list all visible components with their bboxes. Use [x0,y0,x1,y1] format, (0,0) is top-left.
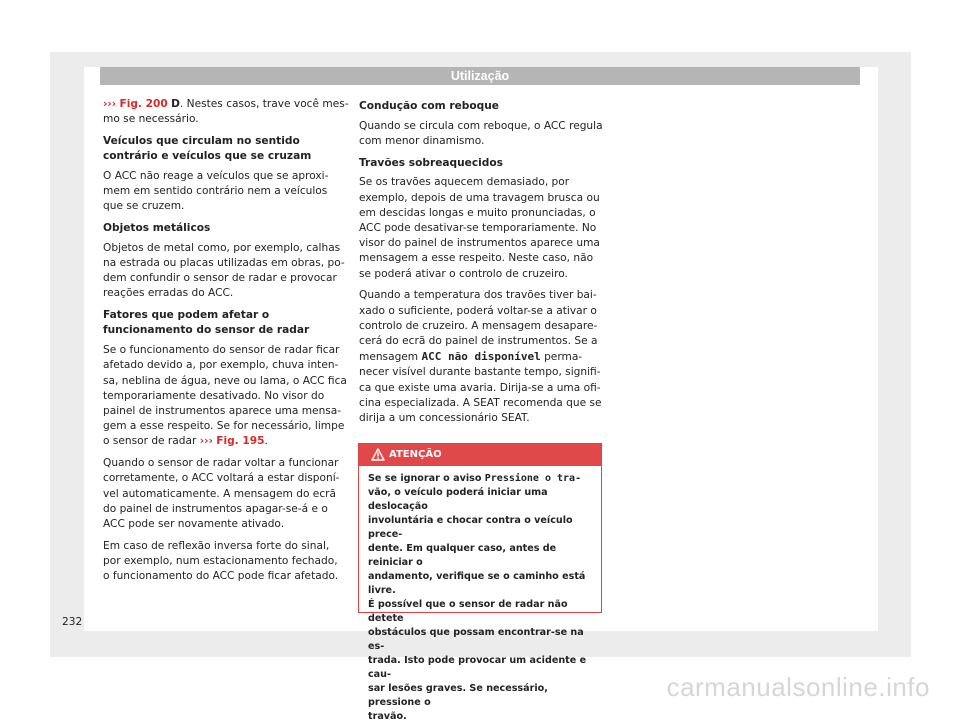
figure-link[interactable]: Fig. 200 [119,98,168,110]
figure-letter: D [171,98,180,110]
subheading: Veículos que circulam no sentido contrário e veículos que se cruzam [103,135,312,163]
subheading: Condução com reboque [359,100,499,112]
left-column [103,97,353,591]
paragraph: Objetos de metal como, por exemplo, calhas na estrada ou placas utilizadas em obras, po- dem confundir o sensor de radar e provocar reações erradas do ACC. [103,241,345,300]
paragraph [103,97,353,127]
section-title: Utilização [450,69,510,83]
paragraph: Em caso de reflexão inversa forte do sinal, por exemplo, num estacionamento fechado, o funcionamento do ACC pode ficar afetado. [103,539,339,583]
paragraph: Quando o sensor de radar voltar a funcionar corretamente, o ACC voltará a estar disponí- vel automaticamente. A mensagem do ecrã do painel de instrumentos apagar-se-á e o ACC pode ser novamente ativado. [103,457,340,530]
paragraph-text: Se o funcionamento do sensor de radar ficar afetado devido a, por exemplo, chuva inten- sa, neblina de água, neve ou lama, o ACC fica temporariamente desativado. No visor do painel de instrumentos aparece uma mensa- gem a esse respeito. Se for necessário, limpe o sensor de radar [103,344,347,448]
paragraph: Quando se circula com reboque, o ACC regula com menor dinamismo. [359,119,603,147]
paragraph-text: . Nestes casos, trave você mes- mo se necessário. [103,98,349,126]
warning-title: ATENÇÃO [389,449,442,460]
paragraph [359,288,611,426]
display-message: Pressione o tra- [484,473,582,484]
section-header [100,67,860,85]
page-number: 232 [62,616,83,628]
subheading: Objetos metálicos [103,222,211,235]
warning-header [359,444,601,466]
figure-link[interactable]: Fig. 195 [216,435,265,448]
paragraph: O ACC não reage a veículos que se aproxi- mem em sentido contrário nem a veículos que se cruzem. [103,169,329,213]
paragraph: Se os travões aquecem demasiado, por exemplo, depois de uma travagem brusca ou em descidas longas e muito pronunciadas, o ACC pode desativar-se temporariamente. No visor do painel de instrumentos aparece uma mensagem a esse respeito. Neste caso, não se poderá ativar o controlo de cruzeiro. [359,176,600,280]
warning-text-part: vão, o veículo poderá iniciar uma deslocação involuntária e chocar contra o veículo prece- dente. Em qualquer caso, antes de reiniciar o andamento, verifique se o caminho está livre. É possível que o sensor de radar não detete obstáculos que possam encontrar-se na es- trada. Isto pode provocar um acidente e cau- sar lesões graves. Se necessário, pressione o travão. [368,487,587,722]
watermark: carmanualsonline.info [666,672,930,702]
display-message: ACC não disponível [421,350,541,364]
subheading: Fatores que podem afetar o funcionamento do sensor de radar [103,309,310,337]
warning-box [358,443,602,722]
paragraph-text: perma- necer visível durante bastante tempo, signifi- ca que existe uma avaria. Dirija-se a uma ofi- cina especializada. A SEAT recomenda que se dirija a um concessionário SEAT. [359,351,602,425]
nav-arrows: ››› [199,435,213,448]
right-column [359,99,611,433]
warning-text-part: Se se ignorar o aviso [368,473,485,484]
paragraph-end: . [264,435,268,448]
paragraph-text: Quando a temperatura dos travões tiver bai- xado o suficiente, poderá voltar-se a ativar o controlo de cruzeiro. A mensagem desapare- cerá do ecrã do painel de instrumentos. Se a mensagem [359,289,598,364]
warning-triangle-icon [371,448,385,461]
nav-arrows: ››› [103,98,117,110]
warning-text [359,466,601,724]
subheading: Travões sobreaquecidos [359,156,503,169]
paragraph [103,343,353,449]
